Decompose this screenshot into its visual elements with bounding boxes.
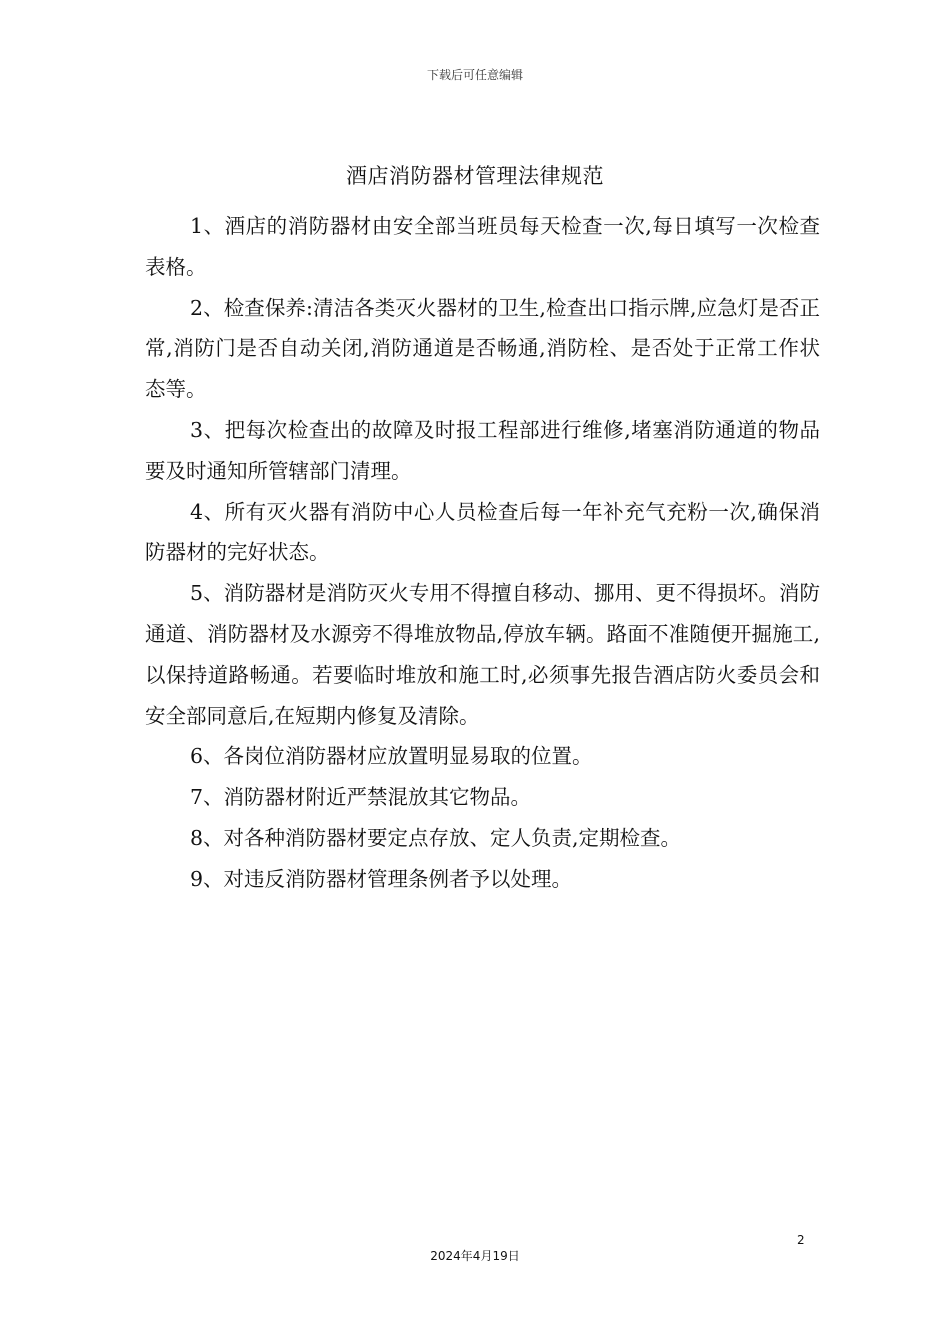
- paragraph-2: 2、检查保养:清洁各类灭火器材的卫生,检查出口指示牌,应急灯是否正常,消防门是否自动关闭,消防通道是否畅通,消防栓、是否处于正常工作状态等。: [145, 295, 820, 402]
- document-body: [145, 206, 820, 900]
- footer-date: 2024年4月19日: [430, 1249, 520, 1263]
- paragraph-5: 5、消防器材是消防灭火专用不得擅自移动、挪用、更不得损坏。消防通道、消防器材及水源旁不得堆放物品,停放车辆。路面不准随便开掘施工,以保持道路畅通。若要临时堆放和施工时,必须事先报告酒店防火委员会和安全部同意后,在短期内修复及清除。: [145, 581, 820, 728]
- paragraph-9: 9、对违反消防器材管理条例者予以处理。: [190, 866, 573, 891]
- paragraph-1: 1、酒店的消防器材由安全部当班员每天检查一次,每日填写一次检查表格。: [145, 214, 820, 279]
- paragraph-3: 3、把每次检查出的故障及时报工程部进行维修,堵塞消防通道的物品要及时通知所管辖部门清理。: [145, 417, 820, 483]
- paragraph-7: 7、消防器材附近严禁混放其它物品。: [190, 785, 532, 810]
- paragraph-4: 4、所有灭火器有消防中心人员检查后每一年补充气充粉一次,确保消防器材的完好状态。: [145, 499, 820, 565]
- document-title: 酒店消防器材管理法律规范: [346, 164, 604, 188]
- paragraph-6: 6、各岗位消防器材应放置明显易取的位置。: [190, 744, 593, 769]
- header-note: 下载后可任意编辑: [426, 68, 523, 82]
- page-number: 2: [797, 1233, 805, 1247]
- paragraph-8: 8、对各种消防器材要定点存放、定人负责,定期检查。: [190, 825, 682, 850]
